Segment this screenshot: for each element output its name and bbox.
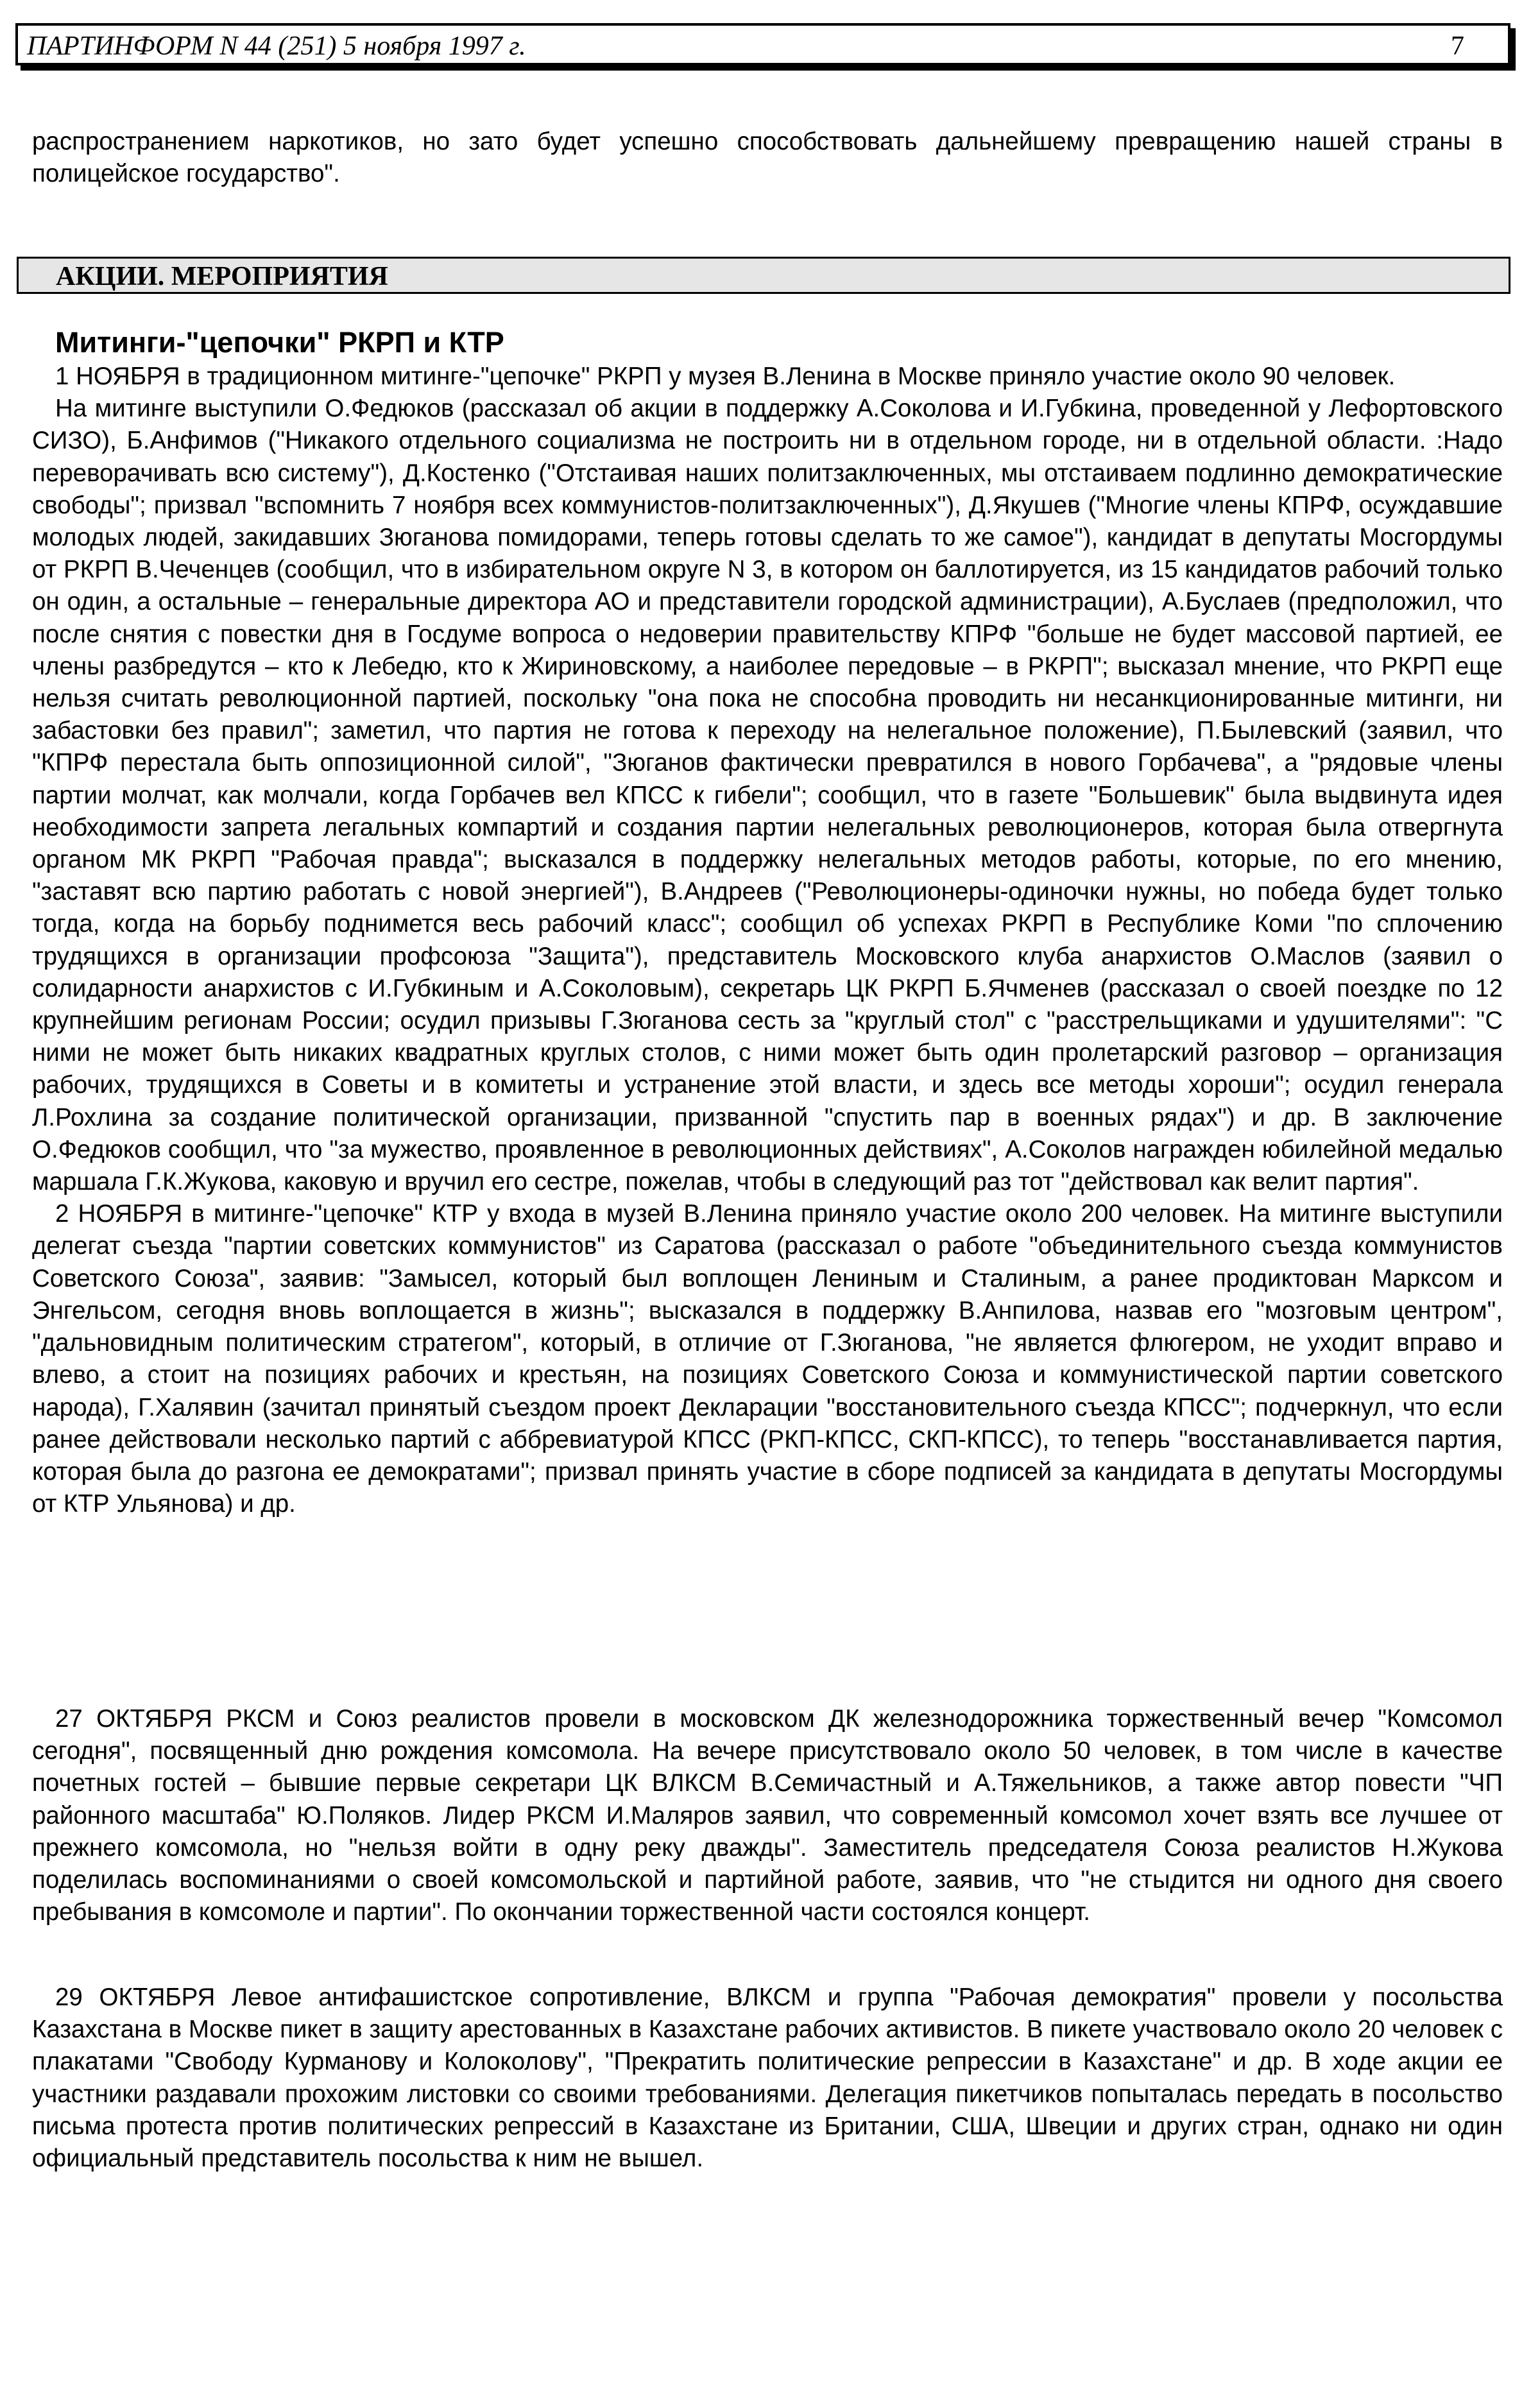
article-body [32,361,1503,1520]
intro-paragraph: распространением наркотиков, но зато будет успешно способствовать дальнейшему превращению нашей страны в полицейское государство". [32,128,1503,188]
page-number: 7 [1451,31,1464,61]
news-item [32,1703,1503,1928]
page-header [15,23,1510,65]
news-item-text: 27 ОКТЯБРЯ РКСМ и Союз реалистов провели в московском ДК железнодорожника торжественный вечер "Комсомол сегодня", посвященный дню рождения комсомола. На вечере присутствовало около 50 человек, в том числе в качестве почетных гостей – бывшие первые секретари ЦК ВЛКСМ В.Семичастный и А.Тяжельников, а также автор повести "ЧП районного масштаба" Ю.Поляков. Лидер РКСМ И.Маляров заявил, что современный комсомол хочет взять все лучшее от прежнего комсомола, но "нельзя войти в одну реку дважды". Заместитель председателя Союза реалистов Н.Жукова поделилась воспоминаниями о своей комсомольской и партийной работе, заявив, что "не стыдится ни одного дня своего пребывания в комсомоле и партии". По окончании торжественной части состоялся концерт. [32,1705,1503,1926]
article-paragraph: 1 НОЯБРЯ в традиционном митинге-"цепочке" РКРП у музея В.Ленина в Москве приняло участие около 90 человек. [55,363,1396,390]
news-item [32,1982,1503,2175]
section-title: АКЦИИ. МЕРОПРИЯТИЯ [56,262,388,291]
section-header [17,257,1510,294]
publication-title: ПАРТИНФОРМ N 44 (251) 5 ноября 1997 г. [27,31,526,61]
article-paragraph: На митинге выступили О.Федюков (рассказал об акции в поддержку А.Соколова и И.Губкина, проведенной у Лефортовского СИЗО), Б.Анфимов ("Никакого отдельного социализма не построить ни в отдельном городе, ни в отдельной области. :Надо переворачивать всю систему"), Д.Костенко ("Отстаивая наших политзаключенных, мы отстаиваем подлинно демократические свободы"; призвал "вспомнить 7 ноября всех коммунистов-политзаключенных"), Д.Якушев ("Многие члены КПРФ, осуждавшие молодых людей, закидавших Зюганова помидорами, теперь готовы сделать то же самое"), кандидат в депутаты Мосгордумы от РКРП В.Чеченцев (сообщил, что в избирательном округе N 3, в котором он баллотируется, из 15 кандидатов рабочий только он один, а остальные – генеральные директора АО и представители городской администрации), А.Буслаев (предположил, что после снятия с повестки дня в Госдуме вопроса о недоверии правительству КПРФ "больше не будет массовой партией, ее члены разбредутся – кто к Лебедю, кто к Жириновскому, а наиболее передовые – в РКРП"; высказал мнение, что РКРП еще нельзя считать революционной партией, поскольку "она пока не способна проводить ни несанкционированные митинги, ни забастовки без правил"; заметил, что партия не готова к переходу на нелегальное положение), П.Былевский (заявил, что "КПРФ перестала быть оппозиционной силой", "Зюганов фактически превратился в нового Горбачева", а "рядовые члены партии молчат, как молчали, когда Горбачев вел КПСС к гибели"; сообщил, что в газете "Большевик" была выдвинута идея необходимости запрета легальных компартий и создания партии нелегальных революционеров, которая была отвергнута органом МК РКРП "Рабочая правда"; высказался в поддержку нелегальных методов работы, которые, по его мнению, "заставят всю партию работать с новой энергией"), В.Андреев ("Революционеры-одиночки нужны, но победа будет только тогда, когда на борьбу поднимется весь рабочий класс"; сообщил об успехах РКРП в Республике Коми "по сплочению трудящихся в организации профсоюза "Защита"), представитель Московского клуба анархистов О.Маслов (заявил о солидарности анархистов с И.Губкиным и А.Соколовым), секретарь ЦК РКРП Б.Ячменев (рассказал о своей поездке по 12 крупнейшим регионам России; осудил призывы Г.Зюганова сесть за "круглый стол" с "расстрельщиками и удушителями": "С ними не может быть никаких квадратных круглых столов, с ними может быть один пролетарский разговор – организация рабочих, трудящихся в Советы и в комитеты и устранение этой власти, и здесь все методы хороши"; осудил генерала Л.Рохлина за создание политической организации, призванной "спустить пар в военных рядах") и др. В заключение О.Федюков сообщил, что "за мужество, проявленное в революционных действиях", А.Соколов награжден юбилейной медалью маршала Г.К.Жукова, каковую и вручил его сестре, пожелав, чтобы в следующий раз тот "действовал как велит партия". [32,395,1503,1196]
article-title: Митинги-"цепочки" РКРП и КТР [55,326,504,359]
article-paragraph: 2 НОЯБРЯ в митинге-"цепочке" КТР у входа в музей В.Ленина приняло участие около 200 человек. На митинге выступили делегат съезда "партии советских коммунистов" из Саратова (рассказал о работе "объединительного съезда коммунистов Советского Союза", заявив: "Замысел, который был воплощен Лениным и Сталиным, а ранее продиктован Марксом и Энгельсом, сегодня вновь воплощается в жизнь"; высказался в поддержку В.Анпилова, назвав его "мозговым центром", "дальновидным политическим стратегом", который, в отличие от Г.Зюганова, "не является флюгером, не уходит вправо и влево, а стоит на позициях рабочих и крестьян, на позициях Советского Союза и коммунистической партии советского народа), Г.Халявин (зачитал принятый съездом проект Декларации "восстановительного съезда КПСС"; подчеркнул, что если ранее действовали несколько партий с аббревиатурой КПСС (РКП-КПСС, СКП-КПСС), то теперь "восстанавливается партия, которая была до разгона ее демократами"; призвал принять участие в сборе подписей за кандидата в депутаты Мосгордумы от КТР Ульянова) и др. [32,1200,1503,1518]
news-item-text: 29 ОКТЯБРЯ Левое антифашистское сопротивление, ВЛКСМ и группа "Рабочая демократия" провели у посольства Казахстана в Москве пикет в защиту арестованных в Казахстане рабочих активистов. В пикете участвовало около 20 человек с плакатами "Свободу Курманову и Колоколову", "Прекратить политические репрессии в Казахстане" и др. В ходе акции ее участники раздавали прохожим листовки со своими требованиями. Делегация пикетчиков попыталась передать в посольство письма протеста против политических репрессий в Казахстане из Британии, США, Швеции и других стран, однако ни один официальный представитель посольства к ним не вышел. [32,1984,1503,2173]
intro-text-block [32,126,1503,190]
